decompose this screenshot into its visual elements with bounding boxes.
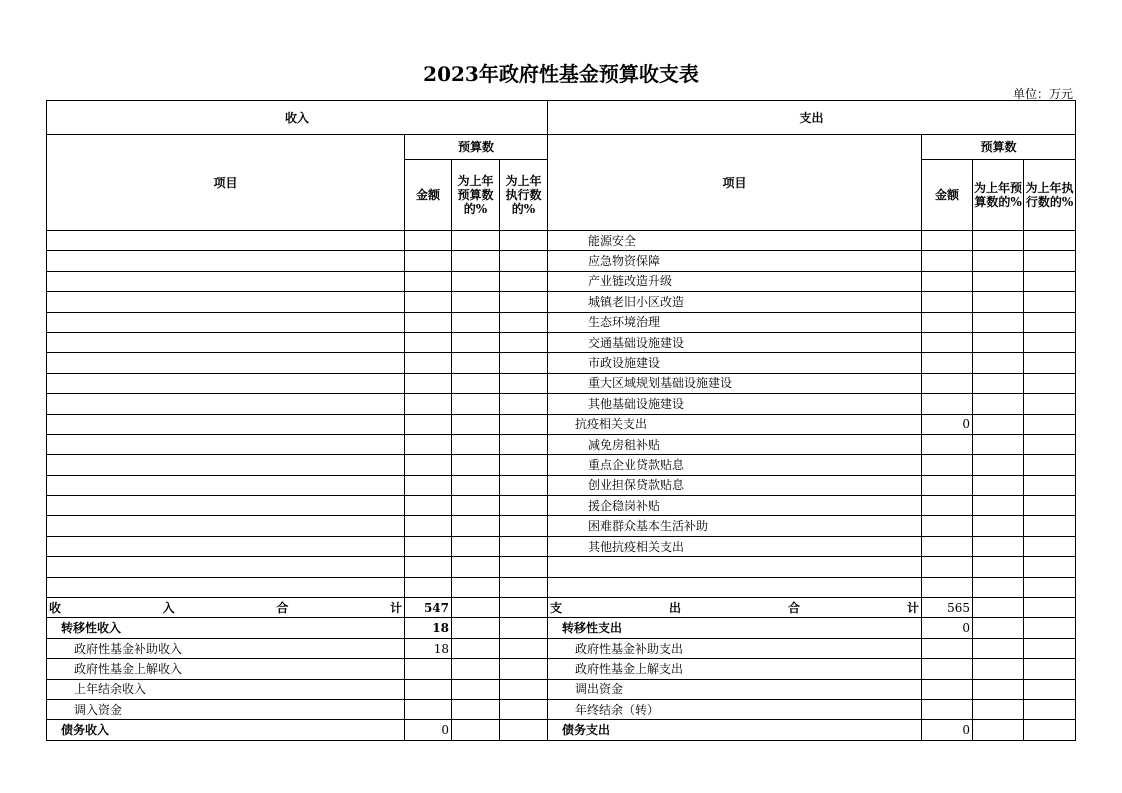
empty-cell (1024, 496, 1076, 516)
empty-cell (500, 659, 548, 679)
empty-cell (47, 577, 405, 597)
empty-cell (500, 699, 548, 719)
expense-item-label: 困难群众基本生活补助 (548, 516, 922, 536)
income-total-amount: 547 (405, 598, 452, 618)
empty-cell (973, 557, 1024, 577)
empty-cell (1024, 394, 1076, 414)
empty-cell (405, 536, 452, 556)
page-title: 2023年政府性基金预算收支表 (423, 62, 699, 86)
income-pct-budget-header: 为上年预算数的% (452, 160, 500, 231)
income-item-label: 债务收入 (47, 720, 405, 740)
expense-item-label (548, 557, 922, 577)
empty-cell (452, 679, 500, 699)
empty-cell (452, 231, 500, 251)
empty-cell (452, 659, 500, 679)
income-item-amount: 18 (405, 618, 452, 638)
expense-item-label: 债务支出 (548, 720, 922, 740)
empty-cell (47, 557, 405, 577)
expense-item-amount (922, 659, 973, 679)
empty-cell (973, 251, 1024, 271)
empty-cell (1024, 618, 1076, 638)
expense-item-label: 其他抗疫相关支出 (548, 536, 922, 556)
income-item-label: 调入资金 (47, 699, 405, 719)
expense-item-label: 产业链改造升级 (548, 271, 922, 291)
empty-cell (452, 536, 500, 556)
empty-cell (973, 598, 1024, 618)
empty-cell (47, 373, 405, 393)
empty-cell (47, 516, 405, 536)
table-row (47, 434, 1076, 454)
empty-cell (452, 699, 500, 719)
expense-item-amount (922, 231, 973, 251)
expense-item-amount (922, 353, 973, 373)
empty-cell (1024, 332, 1076, 352)
empty-cell (405, 292, 452, 312)
expense-item-amount (922, 536, 973, 556)
empty-cell (500, 577, 548, 597)
expense-item-label (548, 577, 922, 597)
expense-item-amount (922, 577, 973, 597)
totals-section (47, 598, 1076, 618)
income-item-header: 项目 (47, 135, 405, 231)
empty-cell (1024, 659, 1076, 679)
expense-header: 支出 (548, 101, 1076, 135)
empty-cell (500, 271, 548, 291)
income-item-amount (405, 679, 452, 699)
empty-cell (1024, 577, 1076, 597)
expense-item-label: 交通基础设施建设 (548, 332, 922, 352)
table-row (47, 536, 1076, 556)
empty-cell (1024, 557, 1076, 577)
expense-item-label: 应急物资保障 (548, 251, 922, 271)
table-row (47, 332, 1076, 352)
empty-cell (973, 496, 1024, 516)
empty-cell (973, 536, 1024, 556)
empty-cell (452, 414, 500, 434)
transfer-rows (47, 618, 1076, 740)
empty-cell (405, 577, 452, 597)
table-row (47, 659, 1076, 679)
expense-item-amount (922, 251, 973, 271)
empty-cell (500, 618, 548, 638)
empty-cell (973, 292, 1024, 312)
empty-cell (500, 475, 548, 495)
table-row (47, 496, 1076, 516)
expense-budget-header: 预算数 (922, 135, 1076, 160)
empty-cell (1024, 414, 1076, 434)
empty-cell (47, 455, 405, 475)
expense-item-header: 项目 (548, 135, 922, 231)
empty-cell (47, 414, 405, 434)
empty-cell (452, 394, 500, 414)
income-item-amount: 0 (405, 720, 452, 740)
empty-cell (452, 720, 500, 740)
empty-cell (452, 638, 500, 658)
empty-cell (452, 455, 500, 475)
empty-cell (500, 434, 548, 454)
expense-item-amount (922, 271, 973, 291)
expense-item-label: 减免房租补贴 (548, 434, 922, 454)
expense-item-label: 能源安全 (548, 231, 922, 251)
expense-item-amount (922, 292, 973, 312)
expense-item-label: 生态环境治理 (548, 312, 922, 332)
table-row (47, 271, 1076, 291)
expense-item-amount (922, 394, 973, 414)
empty-cell (452, 312, 500, 332)
empty-cell (47, 271, 405, 291)
empty-cell (973, 516, 1024, 536)
table-row (47, 312, 1076, 332)
table-row (47, 231, 1076, 251)
income-amount-header: 金额 (405, 160, 452, 231)
table-row (47, 353, 1076, 373)
empty-cell (973, 679, 1024, 699)
empty-cell (500, 373, 548, 393)
empty-cell (500, 312, 548, 332)
empty-cell (973, 373, 1024, 393)
empty-cell (405, 475, 452, 495)
income-item-amount (405, 699, 452, 719)
expense-item-amount: 0 (922, 720, 973, 740)
empty-cell (500, 557, 548, 577)
expense-item-label: 援企稳岗补贴 (548, 496, 922, 516)
expense-pct-budget-header: 为上年预算数的% (973, 160, 1024, 231)
empty-cell (405, 414, 452, 434)
income-item-label: 政府性基金补助收入 (47, 638, 405, 658)
empty-cell (452, 332, 500, 352)
expense-item-amount (922, 434, 973, 454)
expense-item-amount: 0 (922, 618, 973, 638)
empty-cell (973, 577, 1024, 597)
empty-cell (405, 332, 452, 352)
income-header: 收入 (47, 101, 548, 135)
empty-cell (500, 332, 548, 352)
expense-item-label: 年终结余（转） (548, 699, 922, 719)
empty-cell (47, 231, 405, 251)
unit-label: 单位：万元 (1012, 87, 1073, 101)
empty-cell (1024, 292, 1076, 312)
empty-cell (452, 434, 500, 454)
table-row (47, 414, 1076, 434)
empty-cell (973, 414, 1024, 434)
empty-cell (405, 251, 452, 271)
empty-cell (973, 720, 1024, 740)
table-row (47, 516, 1076, 536)
empty-cell (1024, 536, 1076, 556)
empty-cell (500, 496, 548, 516)
expense-detail-rows (47, 231, 1076, 598)
expense-item-label: 其他基础设施建设 (548, 394, 922, 414)
empty-cell (47, 251, 405, 271)
expense-item-label: 抗疫相关支出 (548, 414, 922, 434)
income-item-label: 上年结余收入 (47, 679, 405, 699)
empty-cell (1024, 434, 1076, 454)
empty-cell (1024, 373, 1076, 393)
empty-cell (500, 292, 548, 312)
empty-cell (47, 536, 405, 556)
table-row (47, 292, 1076, 312)
empty-cell (1024, 455, 1076, 475)
table-row (47, 557, 1076, 577)
table-row (47, 475, 1076, 495)
empty-cell (47, 332, 405, 352)
empty-cell (1024, 231, 1076, 251)
expense-item-amount (922, 699, 973, 719)
expense-item-label: 重点企业贷款贴息 (548, 455, 922, 475)
empty-cell (973, 332, 1024, 352)
empty-cell (452, 557, 500, 577)
table-row (47, 699, 1076, 719)
expense-item-label: 调出资金 (548, 679, 922, 699)
income-budget-header: 预算数 (405, 135, 548, 160)
empty-cell (500, 598, 548, 618)
table-row (47, 638, 1076, 658)
expense-amount-header: 金额 (922, 160, 973, 231)
table-row (47, 577, 1076, 597)
empty-cell (973, 455, 1024, 475)
expense-item-amount: 0 (922, 414, 973, 434)
empty-cell (405, 455, 452, 475)
empty-cell (452, 353, 500, 373)
table-row (47, 455, 1076, 475)
totals-row (47, 598, 1076, 618)
empty-cell (405, 434, 452, 454)
empty-cell (973, 659, 1024, 679)
income-total-label: 收 入 合 计 (47, 598, 405, 618)
empty-cell (1024, 638, 1076, 658)
empty-cell (47, 353, 405, 373)
expense-pct-exec-header: 为上年执行数的% (1024, 160, 1076, 231)
empty-cell (1024, 516, 1076, 536)
empty-cell (973, 394, 1024, 414)
empty-cell (500, 455, 548, 475)
expense-item-amount (922, 332, 973, 352)
budget-table (46, 100, 1076, 741)
expense-item-label: 转移性支出 (548, 618, 922, 638)
empty-cell (500, 638, 548, 658)
empty-cell (1024, 251, 1076, 271)
empty-cell (973, 618, 1024, 638)
expense-item-label: 政府性基金上解支出 (548, 659, 922, 679)
empty-cell (1024, 679, 1076, 699)
empty-cell (973, 699, 1024, 719)
expense-total-amount: 565 (922, 598, 973, 618)
expense-item-label: 城镇老旧小区改造 (548, 292, 922, 312)
empty-cell (973, 231, 1024, 251)
expense-item-label: 政府性基金补助支出 (548, 638, 922, 658)
empty-cell (500, 536, 548, 556)
empty-cell (452, 598, 500, 618)
empty-cell (500, 353, 548, 373)
income-item-amount: 18 (405, 638, 452, 658)
empty-cell (973, 638, 1024, 658)
expense-item-amount (922, 679, 973, 699)
empty-cell (47, 475, 405, 495)
empty-cell (452, 516, 500, 536)
empty-cell (47, 292, 405, 312)
income-item-label: 转移性收入 (47, 618, 405, 638)
empty-cell (1024, 598, 1076, 618)
empty-cell (500, 516, 548, 536)
empty-cell (405, 373, 452, 393)
expense-item-amount (922, 312, 973, 332)
empty-cell (1024, 271, 1076, 291)
empty-cell (405, 557, 452, 577)
empty-cell (47, 312, 405, 332)
expense-item-amount (922, 638, 973, 658)
empty-cell (500, 414, 548, 434)
expense-item-label: 市政设施建设 (548, 353, 922, 373)
empty-cell (973, 434, 1024, 454)
expense-item-amount (922, 516, 973, 536)
income-item-amount (405, 659, 452, 679)
empty-cell (452, 373, 500, 393)
empty-cell (1024, 353, 1076, 373)
table-row (47, 618, 1076, 638)
empty-cell (452, 618, 500, 638)
income-pct-exec-header: 为上年执行数的% (500, 160, 548, 231)
table-row (47, 373, 1076, 393)
empty-cell (405, 496, 452, 516)
empty-cell (1024, 699, 1076, 719)
empty-cell (452, 251, 500, 271)
empty-cell (452, 271, 500, 291)
empty-cell (500, 251, 548, 271)
empty-cell (405, 516, 452, 536)
empty-cell (405, 394, 452, 414)
expense-item-label: 创业担保贷款贴息 (548, 475, 922, 495)
empty-cell (405, 312, 452, 332)
expense-item-amount (922, 475, 973, 495)
empty-cell (973, 353, 1024, 373)
empty-cell (452, 577, 500, 597)
income-item-label: 政府性基金上解收入 (47, 659, 405, 679)
empty-cell (500, 720, 548, 740)
expense-item-amount (922, 496, 973, 516)
empty-cell (47, 496, 405, 516)
empty-cell (500, 679, 548, 699)
empty-cell (47, 434, 405, 454)
empty-cell (1024, 475, 1076, 495)
table-row (47, 679, 1076, 699)
empty-cell (500, 231, 548, 251)
table-row (47, 720, 1076, 740)
empty-cell (973, 312, 1024, 332)
empty-cell (405, 231, 452, 251)
table-row (47, 251, 1076, 271)
empty-cell (973, 475, 1024, 495)
table-header (47, 101, 1076, 231)
expense-total-label: 支 出 合 计 (548, 598, 922, 618)
empty-cell (452, 496, 500, 516)
empty-cell (1024, 312, 1076, 332)
empty-cell (1024, 720, 1076, 740)
empty-cell (405, 353, 452, 373)
empty-cell (973, 271, 1024, 291)
empty-cell (452, 475, 500, 495)
empty-cell (500, 394, 548, 414)
expense-item-amount (922, 557, 973, 577)
empty-cell (47, 394, 405, 414)
table-row (47, 394, 1076, 414)
expense-item-label: 重大区域规划基础设施建设 (548, 373, 922, 393)
empty-cell (452, 292, 500, 312)
empty-cell (405, 271, 452, 291)
expense-item-amount (922, 455, 973, 475)
expense-item-amount (922, 373, 973, 393)
